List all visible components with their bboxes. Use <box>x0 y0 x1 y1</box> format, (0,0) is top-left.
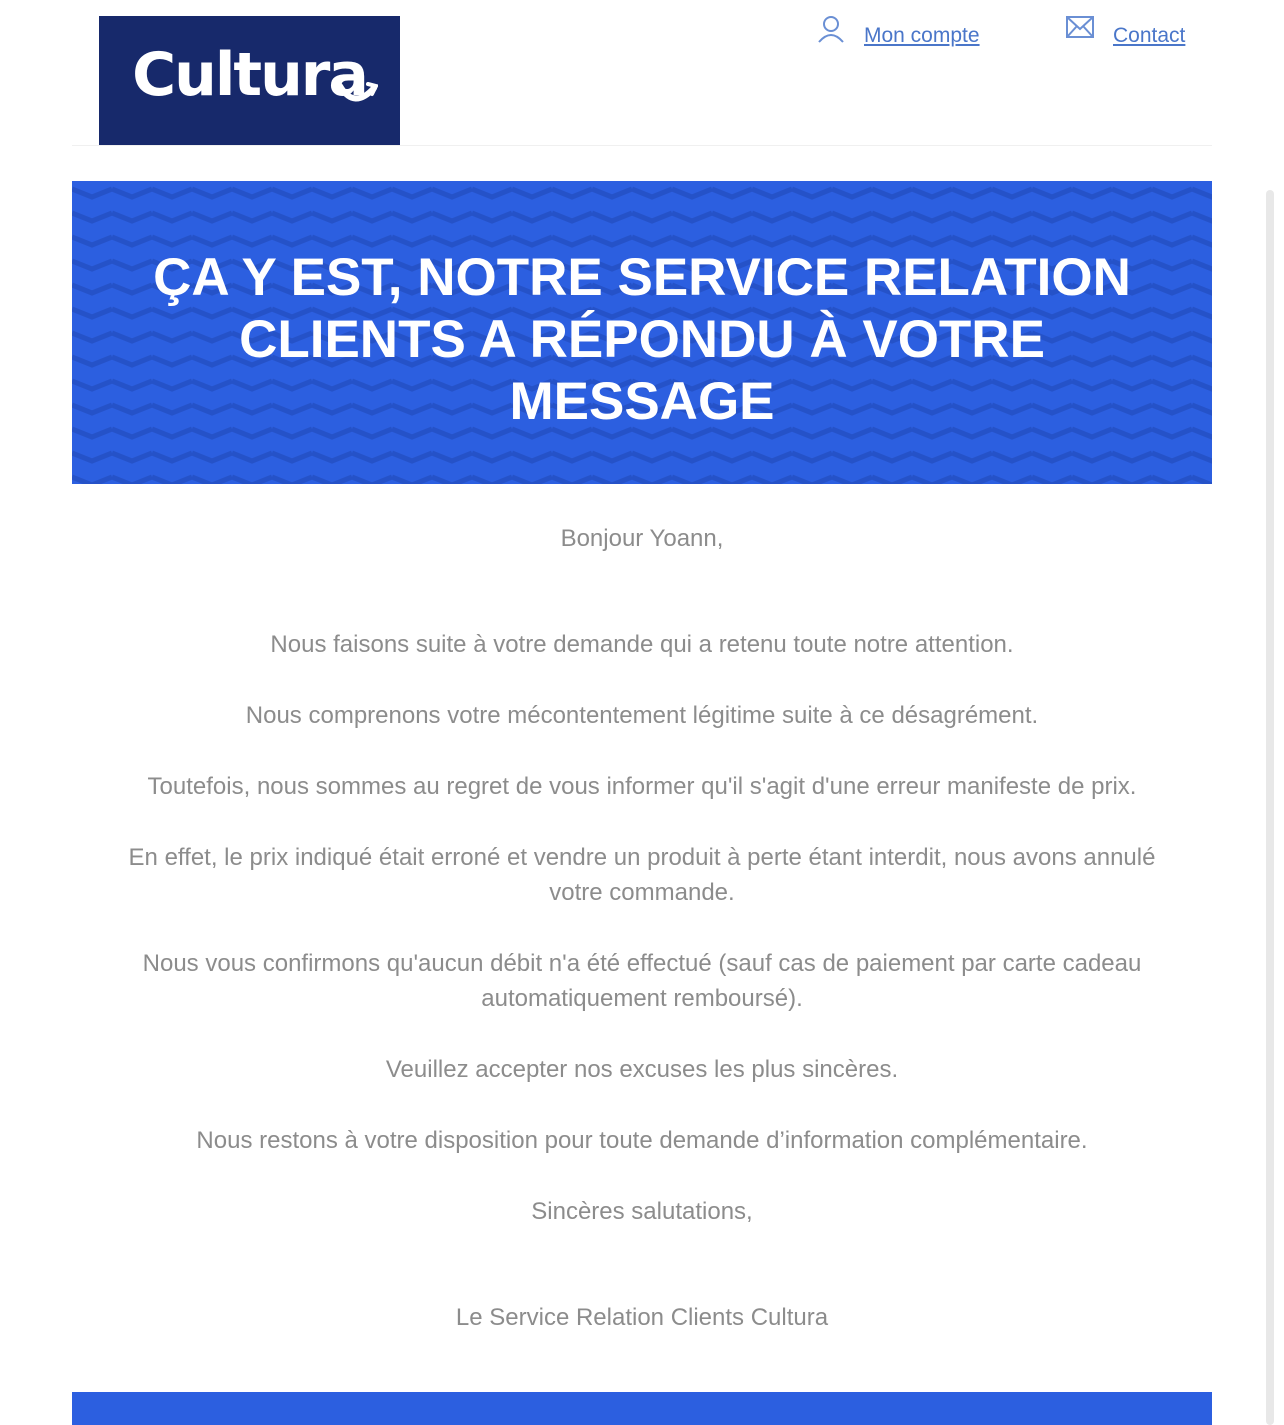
paragraph: En effet, le prix indiqué était erroné et vendre un produit à perte étant interdit, nous avons annulé votre commande. <box>128 844 1156 906</box>
account-link[interactable] <box>816 14 980 48</box>
contact-link[interactable] <box>1065 14 1185 48</box>
paragraph: Nous comprenons votre mécontentement légitime suite à ce désagrément. <box>245 702 1039 729</box>
message-body <box>100 521 1184 1335</box>
contact-link-label[interactable]: Contact <box>1113 24 1186 47</box>
paragraph: Nous faisons suite à votre demande qui a retenu toute notre attention. <box>270 631 1014 658</box>
cultura-logo[interactable] <box>99 16 400 145</box>
paragraph: Toutefois, nous sommes au regret de vous informer qu'il s'agit d'une erreur manifeste de prix. <box>147 773 1137 800</box>
paragraph: Nous restons à votre disposition pour toute demande d’information complémentaire. <box>196 1127 1088 1154</box>
user-icon <box>816 14 846 44</box>
envelope-icon <box>1065 14 1095 40</box>
signature: Le Service Relation Clients Cultura <box>455 1304 829 1331</box>
paragraph: Nous vous confirmons qu'aucun débit n'a été effectué (sauf cas de paiement par carte cadeau automatiquement remboursé). <box>142 950 1142 1012</box>
hero-title: ÇA Y EST, NOTRE SERVICE RELATION CLIENTS A RÉPONDU À VOTRE MESSAGE <box>153 248 1131 431</box>
logo-swoosh-icon <box>338 74 378 108</box>
paragraph: Veuillez accepter nos excuses les plus sincères. <box>385 1056 899 1083</box>
scrollbar[interactable] <box>1266 190 1274 1425</box>
footer-bar <box>72 1392 1212 1425</box>
greeting: Bonjour Yoann, <box>560 525 724 552</box>
hero-banner <box>72 181 1212 484</box>
logo-wordmark: Cultura <box>132 39 367 110</box>
account-link-label[interactable]: Mon compte <box>864 24 980 47</box>
closing: Sincères salutations, <box>531 1198 753 1225</box>
header-divider <box>72 145 1212 146</box>
